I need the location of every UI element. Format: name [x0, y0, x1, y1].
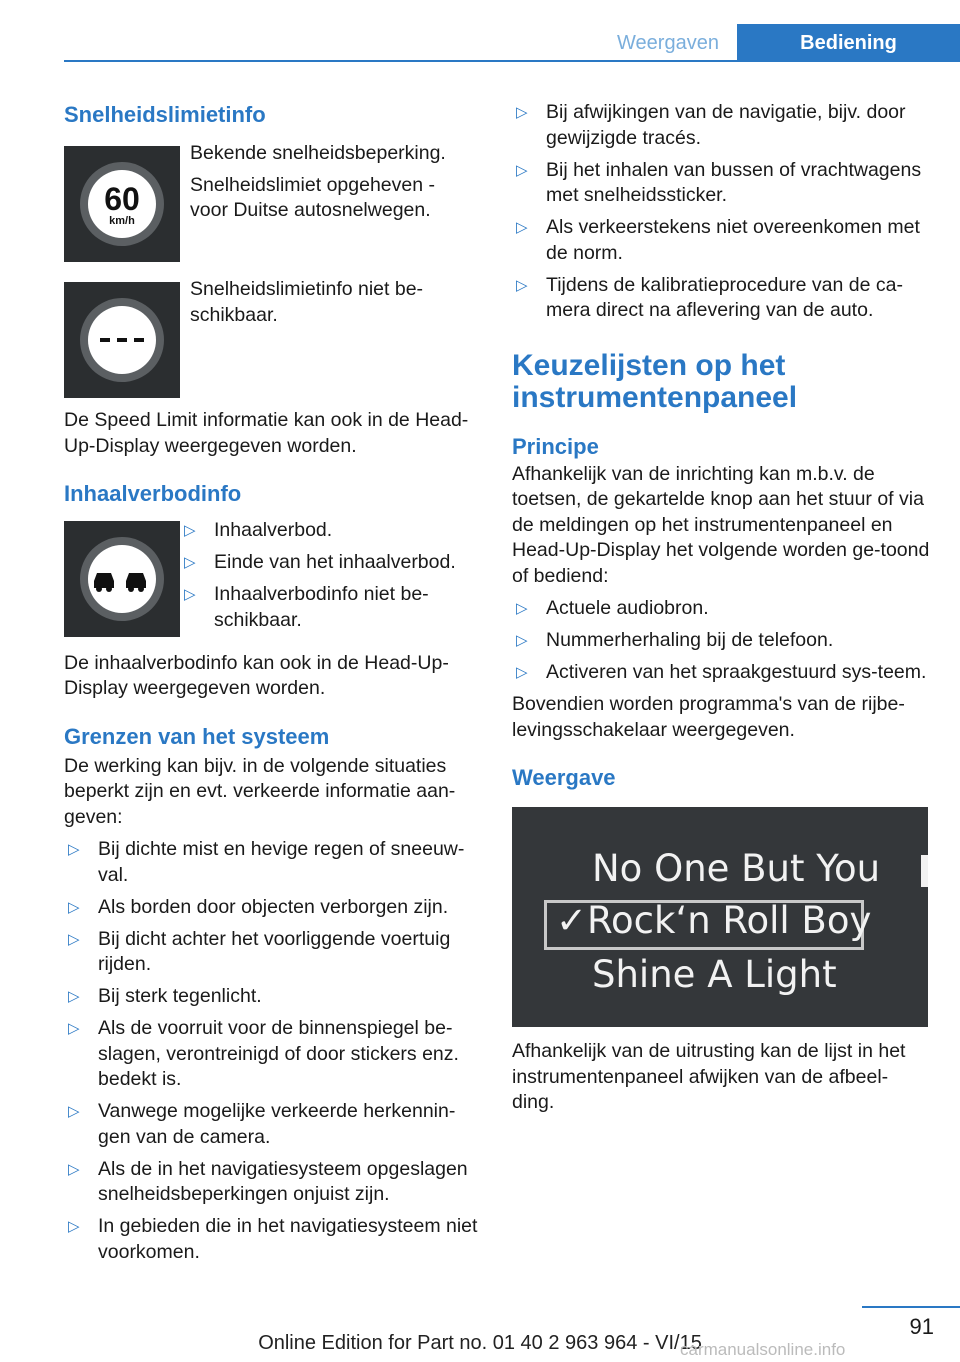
display-line-3: Shine A Light: [592, 953, 837, 996]
right-column: [512, 100, 930, 1116]
speed-item-known: Bekende snelheidsbeperking.: [190, 142, 446, 164]
triangle-bullet-icon: ▷: [68, 930, 80, 948]
overtake-block: [64, 521, 478, 640]
principle-heading: Principe: [512, 433, 599, 459]
triangle-bullet-icon: ▷: [184, 522, 196, 539]
list-item: ▷ Actuele audiobron.: [512, 596, 930, 622]
display-scrollbar: [921, 855, 928, 887]
speed-block-1: [64, 142, 478, 262]
header-tab-weergaven[interactable]: Weergaven: [617, 32, 719, 54]
triangle-bullet-icon: ▷: [184, 554, 196, 571]
triangle-bullet-icon: ▷: [516, 161, 528, 179]
triangle-bullet-icon: ▷: [68, 898, 80, 916]
page-number: 91: [909, 1314, 934, 1339]
list-item: ▷ Inhaalverbod.: [180, 518, 478, 544]
list-item: ▷ Vanwege mogelijke verkeerde herkennin-gen van de camera.: [68, 1100, 456, 1148]
overtake-heading: Inhaalverbodinfo: [64, 481, 242, 506]
speed-item-lifted: Snelheidslimiet opgeheven - voor Duitse autosnelwegen.: [190, 173, 435, 221]
edition-footer: Online Edition for Part no. 01 40 2 963 964 - VI/15: [258, 1332, 702, 1354]
sign-60-unit: km/h: [109, 215, 135, 227]
list-item: ▷ Inhaalverbodinfo niet be-schikbaar.: [184, 583, 429, 631]
limits-list: [64, 837, 478, 1265]
display-heading: Weergave: [512, 765, 616, 790]
triangle-bullet-icon: ▷: [516, 600, 528, 617]
list-item: ▷ Bij afwijkingen van de navigatie, bijv. door gewijzigde tracés.: [516, 101, 906, 149]
triangle-bullet-icon: ▷: [516, 632, 528, 649]
speed-unavailable-sign-icon: [64, 282, 180, 398]
triangle-bullet-icon: ▷: [516, 219, 528, 236]
list-item: ▷ Bij sterk tegenlicht.: [64, 984, 478, 1010]
list-item: ▷ In gebieden die in het navigatiesysteem niet voorkomen.: [68, 1215, 478, 1263]
principle-list: [512, 596, 930, 686]
speed-item-unavailable: Snelheidslimietinfo niet be-schikbaar.: [190, 278, 424, 326]
triangle-bullet-icon: ▷: [184, 586, 196, 603]
display-line-2: ✓Rock‘n Roll Boy: [556, 899, 872, 942]
list-item: ▷ Bij dicht achter het voorliggende voertuig rijden.: [68, 927, 451, 975]
display-line-1: No One But You: [592, 847, 881, 890]
triangle-bullet-icon: ▷: [516, 276, 528, 294]
list-item: ▷ Bij dichte mist en hevige regen of sneeuw-val.: [68, 838, 465, 886]
list-item: ▷ Als de in het navigatiesysteem opgeslagen snelheidsbeperkingen onjuist zijn.: [68, 1157, 468, 1205]
display-para: Afhankelijk van de uitrusting kan de lijst in het instrumentenpaneel afwijken van de afbeel-ding.: [512, 1040, 906, 1113]
watermark: carmanualsonline.info: [680, 1340, 846, 1359]
list-item: ▷ Als borden door objecten verborgen zijn.: [64, 895, 478, 921]
page-number-rule: [862, 1306, 960, 1308]
triangle-bullet-icon: ▷: [68, 1160, 80, 1178]
triangle-bullet-icon: ▷: [68, 1218, 80, 1235]
speed-limit-heading: Snelheidslimietinfo: [64, 102, 266, 127]
main-heading: Keuzelijsten op het instrumentenpaneel: [512, 348, 798, 414]
header-tab-bediening[interactable]: Bediening: [737, 24, 960, 62]
sign-60-value: 60: [104, 181, 140, 217]
display-photo: [512, 807, 928, 1027]
triangle-bullet-icon: ▷: [68, 841, 80, 858]
speed-60-sign-icon: [64, 146, 180, 262]
triangle-bullet-icon: ▷: [68, 1103, 80, 1120]
limits-intro: De werking kan bijv. in de volgende situaties beperkt zijn en evt. verkeerde informatie aan-geven:: [64, 754, 456, 828]
list-item: ▷ Nummerherhaling bij de telefoon.: [512, 628, 930, 654]
no-overtaking-sign-icon: [64, 521, 180, 637]
list-item: ▷ Tijdens de kalibratieprocedure van de ca-mera direct na aflevering van de auto.: [516, 273, 903, 321]
overtake-list: [180, 518, 478, 640]
left-column: [64, 100, 478, 1272]
limits-list-cont: [512, 100, 930, 324]
speed-para: De Speed Limit informatie kan ook in de Head-Up-Display weergegeven worden.: [64, 409, 469, 457]
triangle-bullet-icon: ▷: [516, 104, 528, 121]
speed-block-2: [64, 278, 478, 398]
list-item: ▷ Bij het inhalen van bussen of vrachtwagens met snelheidssticker.: [516, 158, 922, 206]
triangle-bullet-icon: ▷: [68, 988, 80, 1005]
list-item: ▷ Einde van het inhaalverbod.: [180, 550, 478, 576]
list-item: ▷ Activeren van het spraakgestuurd sys-teem.: [512, 660, 930, 686]
limits-heading: Grenzen van het systeem: [64, 723, 330, 749]
principle-para: Afhankelijk van de inrichting kan m.b.v. de toetsen, de gekartelde knop aan het stuur of via de meldingen op het instrumentenpaneel en Head-Up-Display het volgende worden ge-toond of bediend:: [512, 462, 930, 587]
triangle-bullet-icon: ▷: [68, 1020, 80, 1037]
header-rule: [64, 60, 960, 62]
overtake-para: De inhaalverbodinfo kan ook in de Head-Up-Display weergegeven worden.: [64, 651, 449, 699]
list-item: ▷ Als de voorruit voor de binnenspiegel be-slagen, verontreinigd of door stickers enz. bedekt is.: [68, 1017, 459, 1090]
triangle-bullet-icon: ▷: [516, 664, 528, 681]
list-item: ▷ Als verkeerstekens niet overeenkomen met de norm.: [516, 216, 920, 264]
principle-para2: Bovendien worden programma's van de rijbe-levingsschakelaar weergegeven.: [512, 693, 905, 741]
